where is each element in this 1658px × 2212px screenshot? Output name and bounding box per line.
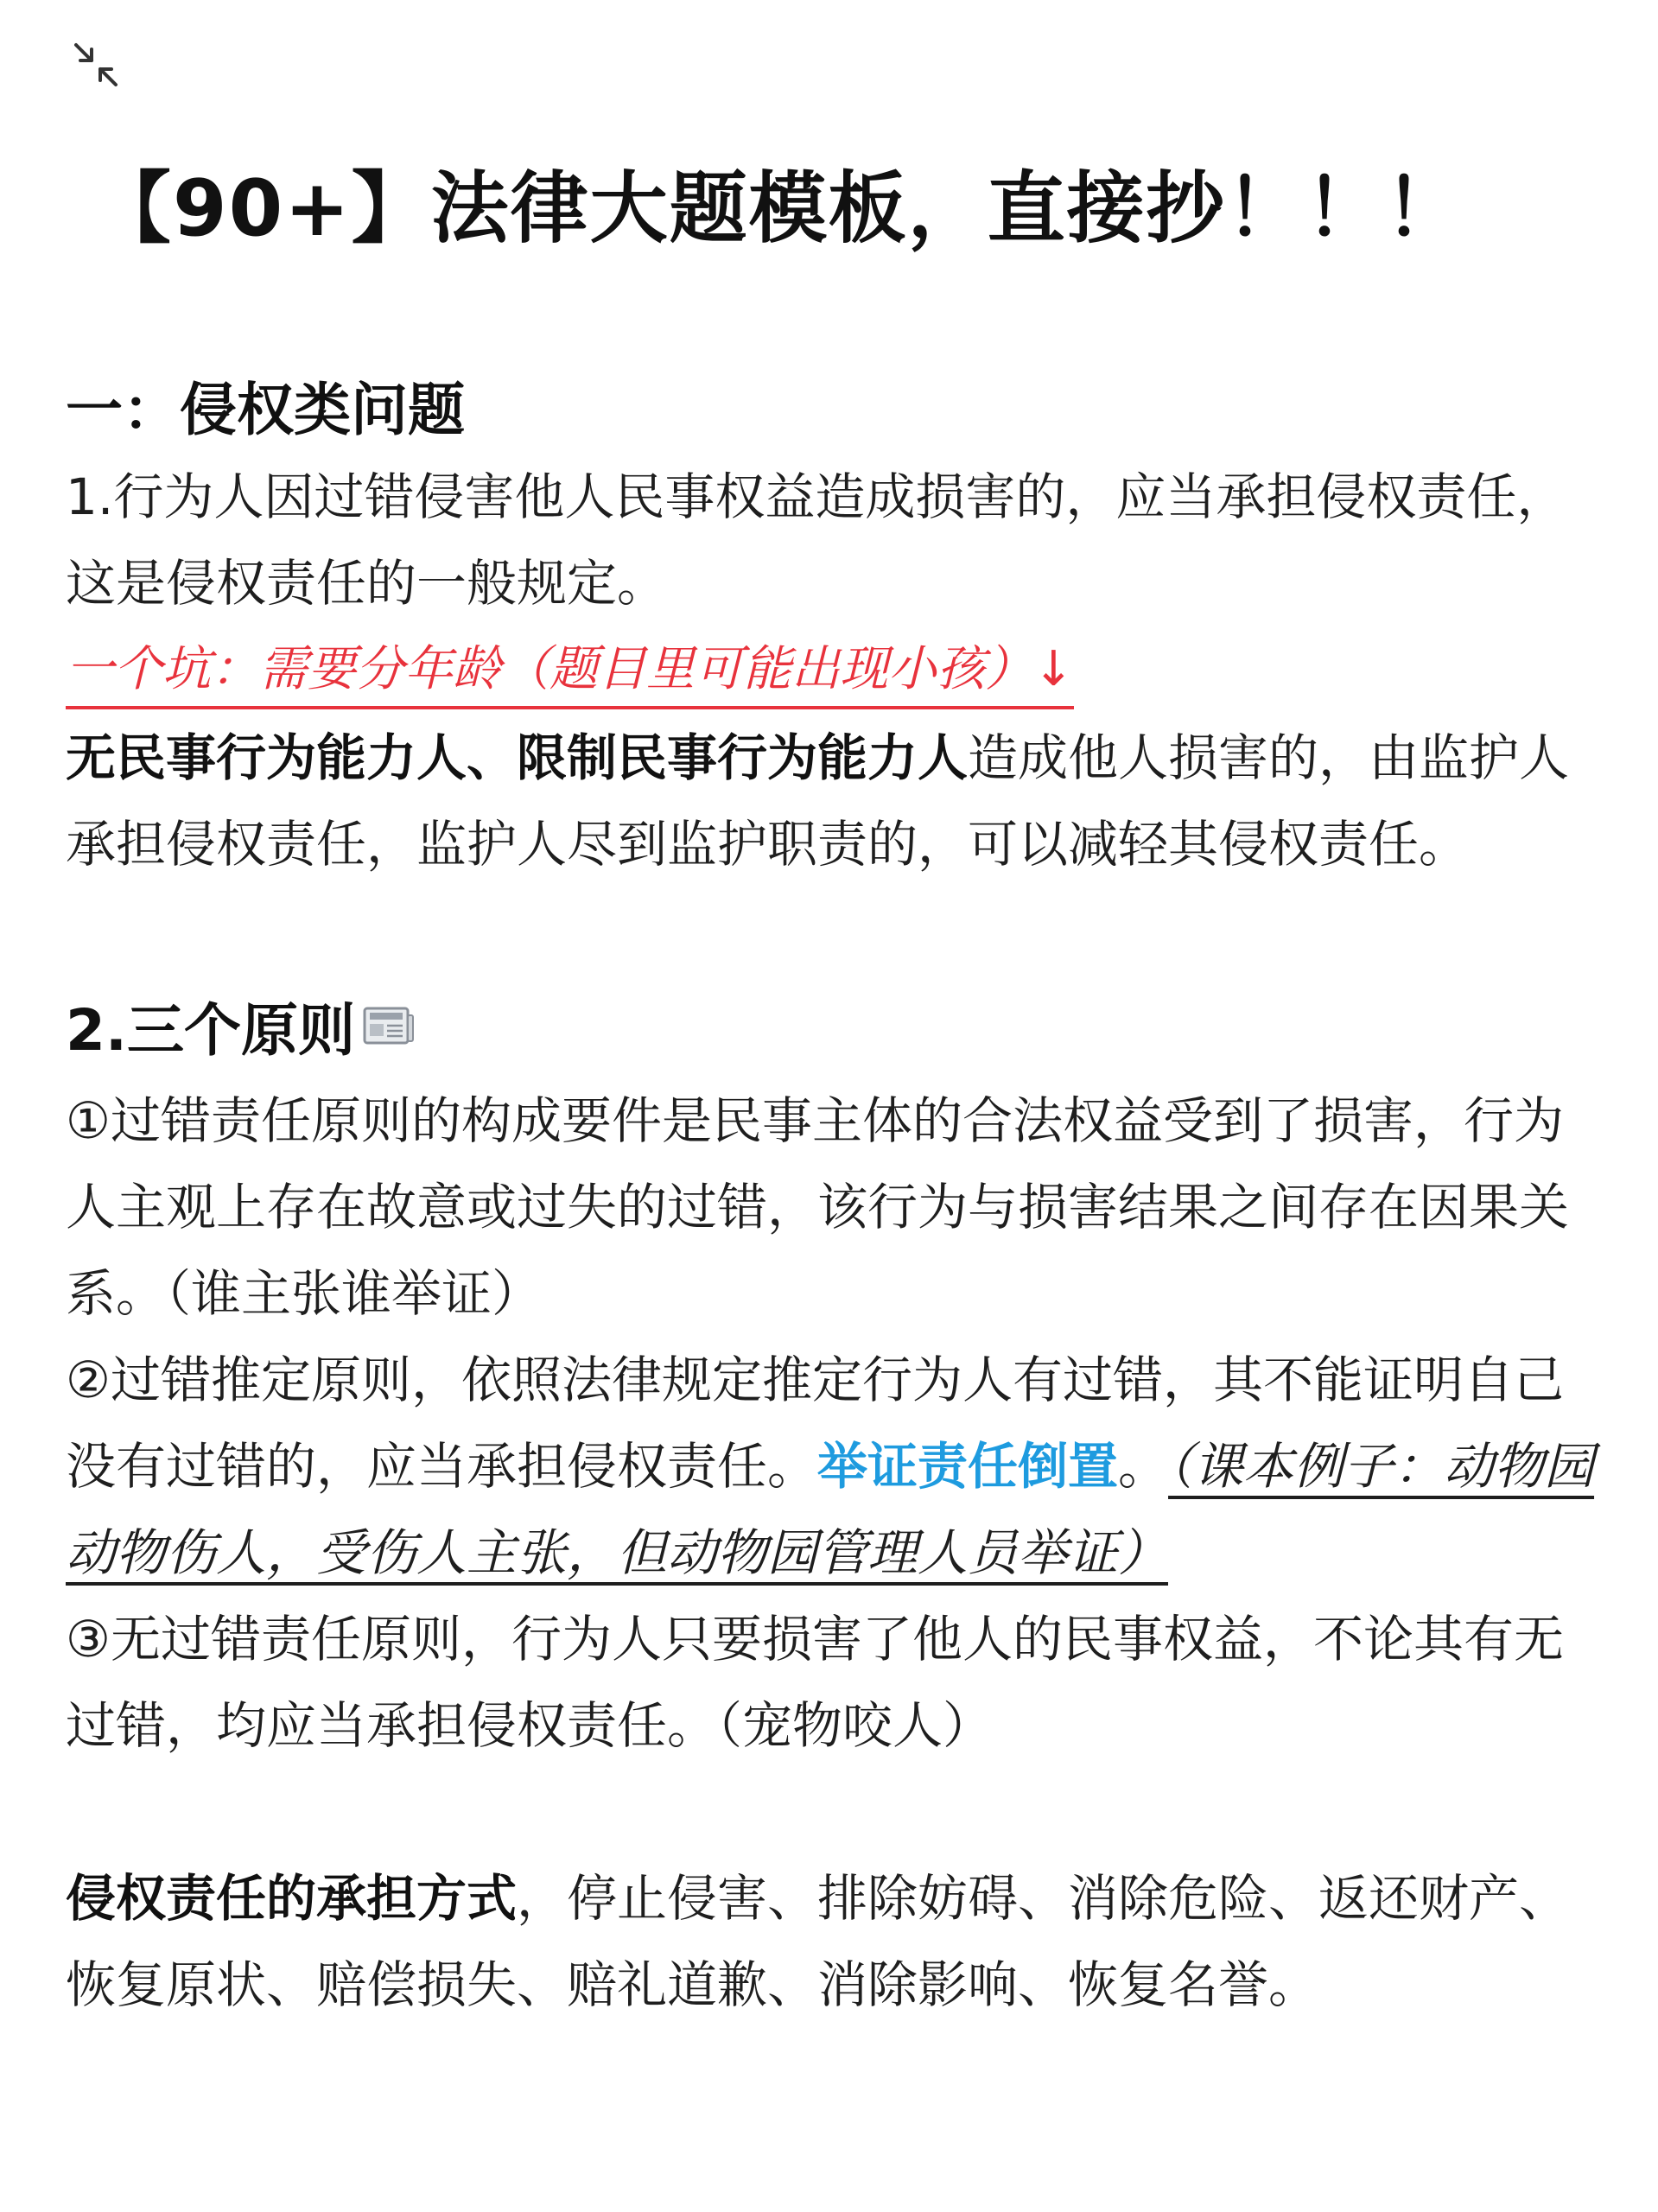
- principle-2-text: ②过错推定原则，依照法律规定推定行为人有过错，其不能证明自己没有过错的，应当承担侵权责任。: [66, 1350, 1564, 1496]
- underlined-example: （课本例子：动物园动物伤人，受伤人主张，但动物园管理人员举证）: [66, 1436, 1595, 1582]
- paragraph-text: 造成他人损害的，由监护人承担侵权责任，监护人尽到监护职责的，可以减轻其侵权责任。: [66, 728, 1570, 874]
- principle-1: ①过错责任原则的构成要件是民事主体的合法权益受到了损害，行为人主观上存在故意或过失的过错，该行为与损害结果之间存在因果关系。（谁主张谁举证）: [66, 1090, 1570, 1323]
- collapse-arrows-icon[interactable]: [67, 36, 124, 93]
- highlight-text: 举证责任倒置: [817, 1436, 1119, 1496]
- section1-paragraph-1: 1.行为人因过错侵害他人民事权益造成损害的，应当承担侵权责任，这是侵权责任的一般规定。: [66, 467, 1567, 613]
- section2-heading: [66, 988, 1604, 1077]
- liability-methods-text: ，停止侵害、排除妨碍、消除危险、返还财产、恢复原状、赔偿损失、赔礼道歉、消除影响、恢复名誉。: [66, 1868, 1570, 2014]
- liability-methods: [66, 1855, 1604, 2028]
- page-title: 【90+】法律大题模板，直接抄！！！: [93, 163, 1464, 254]
- principle-2-period: 。: [1118, 1436, 1169, 1496]
- section2-heading-text: 2.三个原则: [66, 997, 355, 1064]
- principle-3: ③无过错责任原则，行为人只要损害了他人的民事权益，不论其有无过错，均应当承担侵权责任。（宠物咬人）: [66, 1609, 1564, 1755]
- principle-2: [66, 1337, 1604, 1596]
- hint-line: [66, 626, 1604, 715]
- hint-text: 一个坑：需要分年龄（题目里可能出现小孩）↓: [66, 633, 1074, 709]
- section1-paragraph-2: [66, 715, 1604, 887]
- section1-heading: 一：侵权类问题: [66, 377, 465, 443]
- newspaper-icon: [362, 986, 416, 1072]
- bold-phrase: 无民事行为能力人、限制民事行为能力人: [66, 728, 969, 787]
- article-body: [66, 367, 1604, 2028]
- bold-phrase: 侵权责任的承担方式: [66, 1868, 518, 1928]
